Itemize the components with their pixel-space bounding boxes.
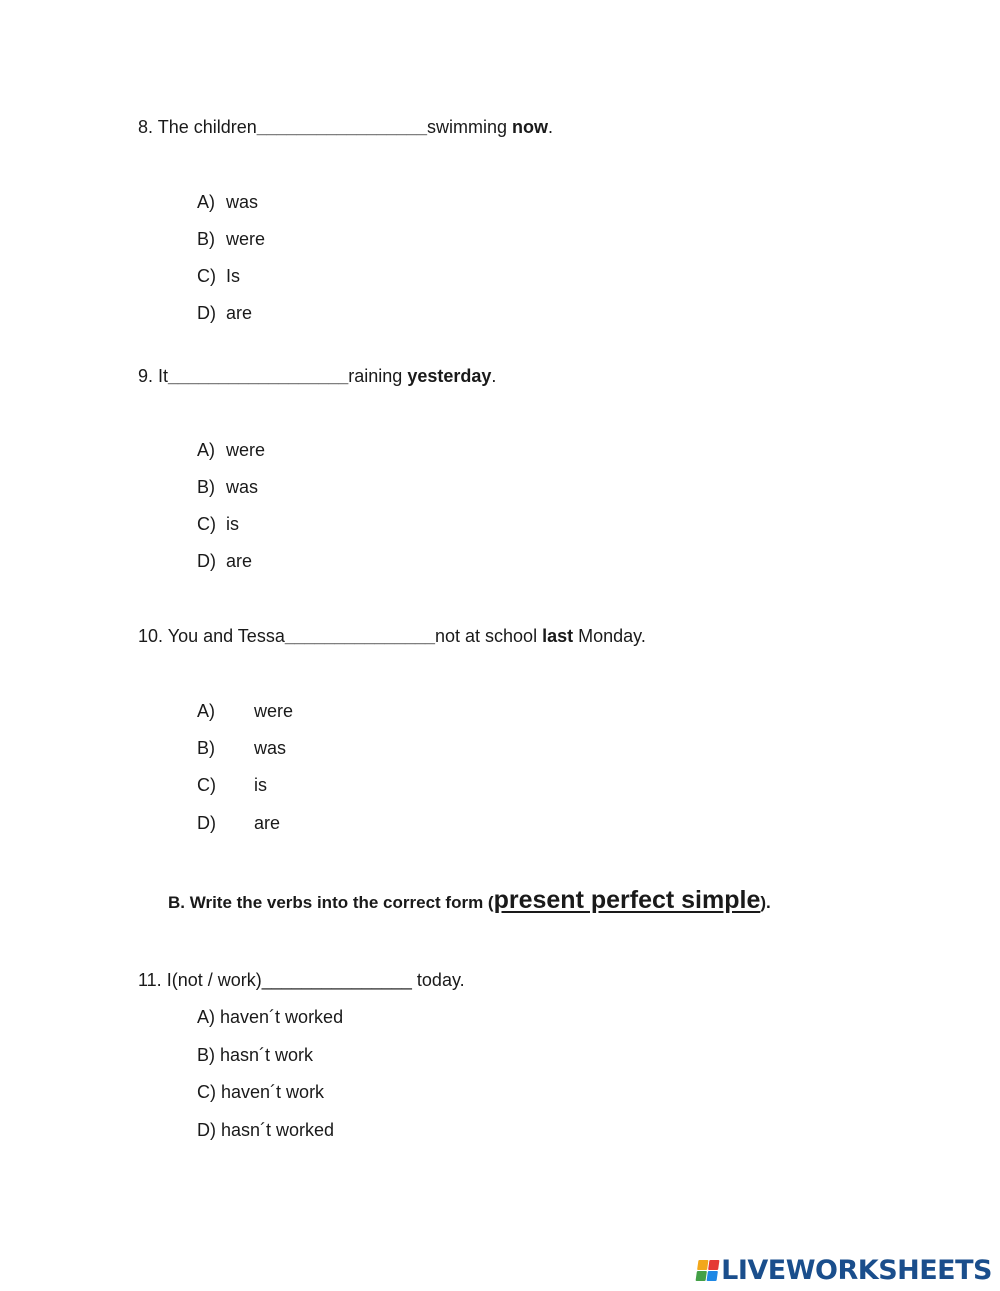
liveworksheets-logo[interactable] — [697, 1255, 992, 1285]
option-8a[interactable] — [197, 192, 258, 213]
option-text: are — [226, 551, 253, 571]
question-number: 11. — [138, 970, 162, 990]
answer-blank: _________________ — [256, 117, 427, 137]
logo-square-blue — [707, 1271, 718, 1281]
section-b-heading — [168, 886, 771, 915]
logo-square-green — [696, 1271, 707, 1281]
option-11a[interactable] — [197, 1007, 343, 1028]
time-keyword: last — [542, 626, 574, 646]
section-close: ). — [760, 893, 771, 912]
option-label: C) — [197, 1082, 216, 1102]
question-end: . — [491, 366, 497, 386]
option-10b[interactable] — [197, 738, 286, 759]
logo-square-red — [708, 1260, 719, 1270]
option-9a[interactable] — [197, 440, 265, 461]
section-label: B. — [168, 893, 185, 912]
option-8d[interactable] — [197, 303, 252, 324]
logo-text: LIVEWORKSHEETS — [721, 1254, 992, 1286]
question-stem: The children — [157, 117, 257, 137]
question-stem-after: swimming — [426, 117, 507, 137]
option-text: is — [254, 775, 267, 795]
option-11d[interactable] — [197, 1120, 334, 1141]
option-label: B) — [197, 229, 215, 249]
option-label: A) — [197, 440, 215, 460]
question-number: 10. — [138, 626, 164, 646]
option-9c[interactable] — [197, 514, 239, 535]
option-label: B) — [197, 477, 215, 497]
tense-emphasis: present perfect simple — [493, 886, 761, 914]
option-text: were — [226, 229, 266, 249]
option-text: were — [226, 440, 266, 460]
option-label: D) — [197, 551, 216, 571]
question-stem-after: today. — [416, 970, 465, 990]
liveworksheets-logo-icon — [696, 1260, 720, 1281]
option-text: are — [226, 303, 253, 323]
option-9b[interactable] — [197, 477, 258, 498]
question-stem-after: not at school — [435, 626, 538, 646]
option-text: haven´t work — [221, 1082, 325, 1102]
option-8c[interactable] — [197, 266, 240, 287]
option-text: was — [226, 477, 259, 497]
section-instruction: Write the verbs into the correct form ( — [189, 893, 494, 912]
option-text: Is — [226, 266, 241, 286]
time-keyword: yesterday — [407, 366, 492, 386]
option-text: hasn´t work — [220, 1045, 314, 1065]
option-label: A) — [197, 192, 215, 212]
question-10 — [138, 626, 646, 647]
answer-blank: __________________ — [168, 366, 349, 386]
question-9 — [138, 366, 496, 387]
question-11 — [138, 970, 465, 991]
option-9d[interactable] — [197, 551, 252, 572]
option-10a[interactable] — [197, 701, 293, 722]
option-text: are — [254, 813, 281, 833]
option-text: was — [226, 192, 259, 212]
option-10c[interactable] — [197, 775, 267, 796]
option-label: D) — [197, 1120, 216, 1140]
option-label: C) — [197, 266, 216, 286]
option-label: D) — [197, 303, 216, 323]
option-11b[interactable] — [197, 1045, 313, 1066]
option-label: A) — [197, 701, 215, 721]
option-11c[interactable] — [197, 1082, 324, 1103]
question-stem: I(not / work) — [166, 970, 262, 990]
logo-square-orange — [697, 1260, 708, 1270]
option-text: is — [226, 514, 239, 534]
option-text: was — [254, 738, 287, 758]
answer-blank: _______________ — [261, 970, 412, 990]
option-text: hasn´t worked — [221, 1120, 335, 1140]
question-stem-after: raining — [348, 366, 403, 386]
time-keyword: now — [511, 117, 548, 137]
option-label: D) — [197, 813, 216, 833]
option-text: were — [254, 701, 294, 721]
question-8 — [138, 117, 553, 138]
question-end: Monday. — [578, 626, 646, 646]
option-8b[interactable] — [197, 229, 265, 250]
option-text: haven´t worked — [220, 1007, 344, 1027]
option-label: C) — [197, 514, 216, 534]
question-number: 8. — [138, 117, 154, 137]
question-stem: It — [158, 366, 169, 386]
option-label: C) — [197, 775, 216, 795]
question-stem: You and Tessa — [167, 626, 285, 646]
question-number: 9. — [138, 366, 154, 386]
option-label: B) — [197, 1045, 215, 1065]
answer-blank: _______________ — [284, 626, 435, 646]
question-end: . — [547, 117, 553, 137]
option-label: B) — [197, 738, 215, 758]
option-label: A) — [197, 1007, 215, 1027]
option-10d[interactable] — [197, 813, 280, 834]
